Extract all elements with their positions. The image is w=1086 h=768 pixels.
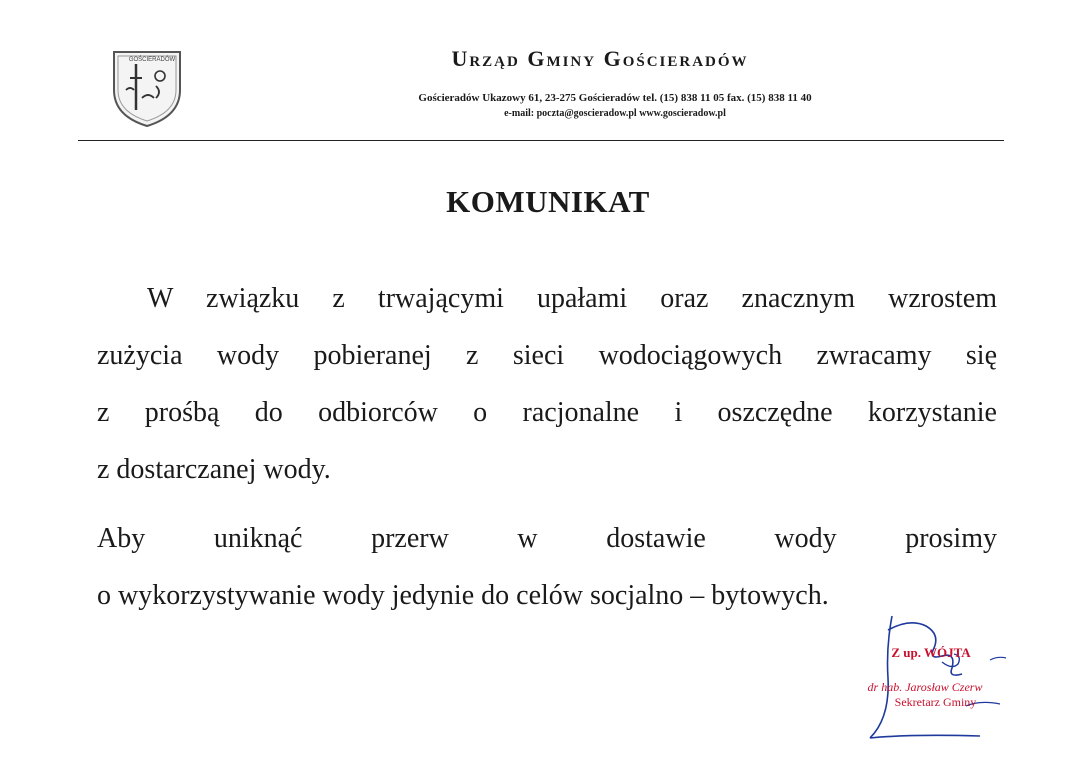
svg-text:GOŚCIERADÓW: GOŚCIERADÓW — [128, 57, 176, 63]
document-title: KOMUNIKAT — [446, 184, 650, 219]
paragraph-1-line-2: zużycia wody pobieranej z sieci wodociągowych zwracamy się — [97, 340, 997, 371]
paragraph-1-line-4: z dostarczanej wody. — [97, 454, 331, 485]
paragraph-2 — [97, 510, 997, 624]
stamp-line-2: dr hab. Jarosław Czerw — [867, 680, 983, 694]
paragraph-1-line-1: W związku z trwającymi upałami oraz znacznym wzrostem — [147, 283, 997, 314]
stamp-line-1: Z up. WÓJTA — [891, 645, 971, 660]
organization-name: Urząd Gminy Gościeradów — [451, 46, 749, 71]
handwritten-signature — [830, 608, 1010, 748]
contact-line: e-mail: poczta@goscieradow.pl www.goscieradow.pl — [504, 108, 726, 119]
paragraph-1 — [97, 270, 997, 498]
stamp-line-3: Sekretarz Gminy — [894, 695, 977, 709]
paragraph-2-line-1: Aby uniknąć przerw w dostawie wody prosimy — [97, 523, 997, 554]
coat-of-arms-logo — [108, 46, 186, 128]
address-line: Gościeradów Ukazowy 61, 23-275 Gościeradów tel. (15) 838 11 05 fax. (15) 838 11 40 — [418, 92, 812, 104]
header-divider — [78, 140, 1004, 141]
paragraph-2-line-2: o wykorzystywanie wody jedynie do celów socjalno – bytowych. — [97, 580, 829, 611]
paragraph-1-line-3: z prośbą do odbiorców o racjonalne i oszczędne korzystanie — [97, 397, 997, 428]
